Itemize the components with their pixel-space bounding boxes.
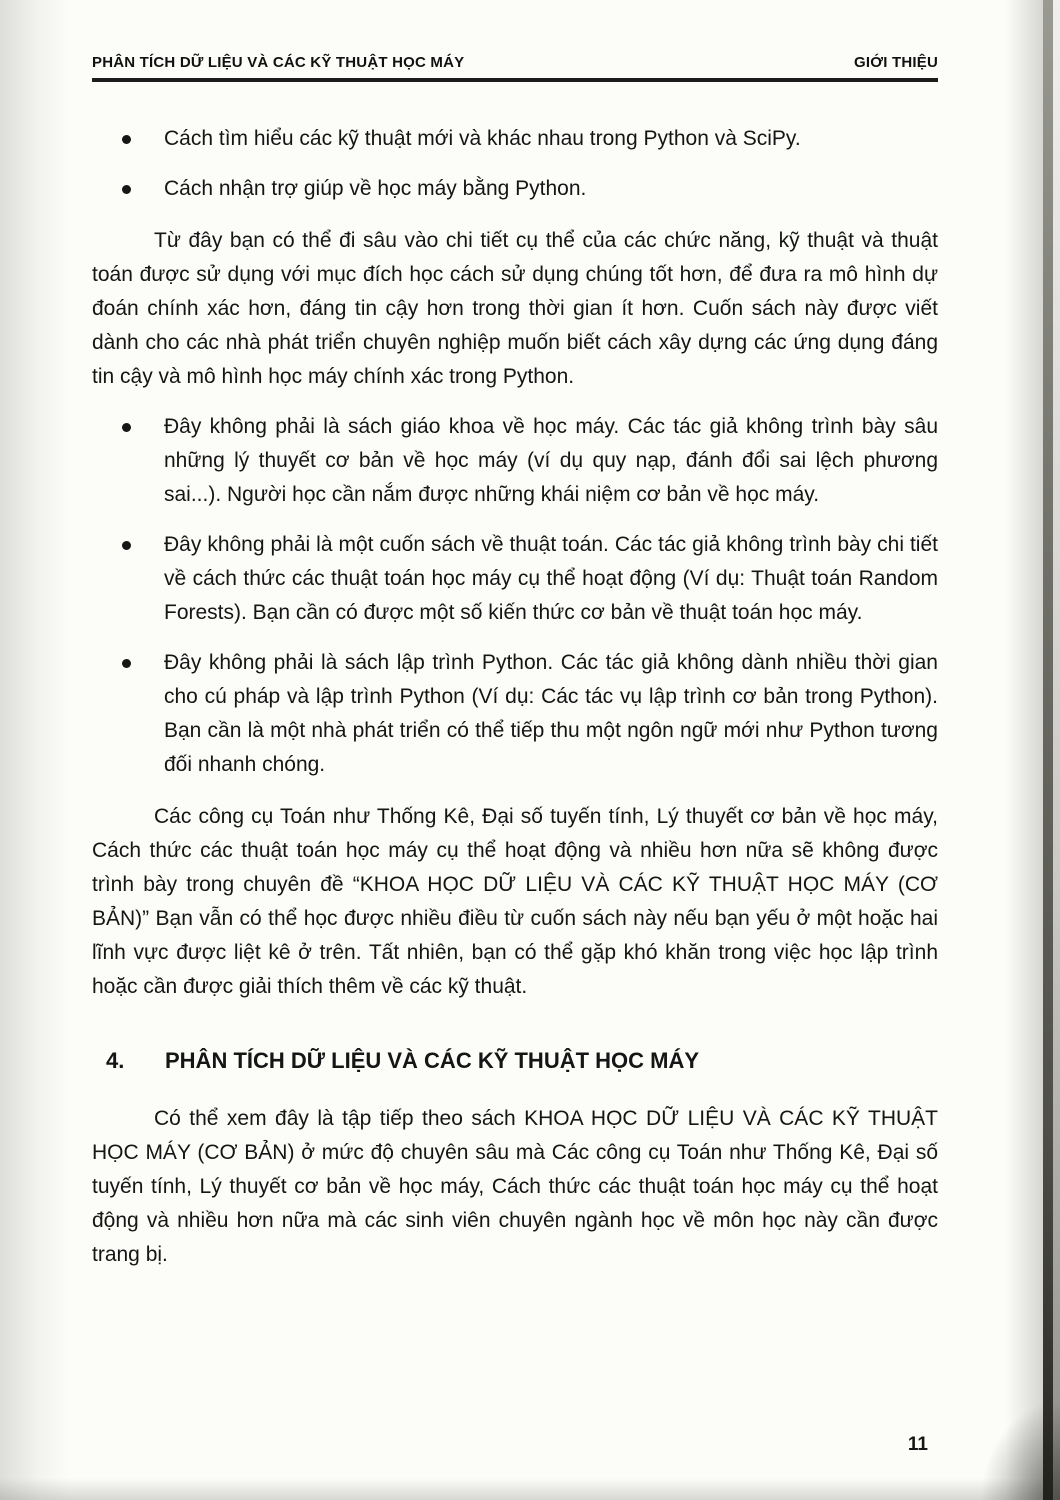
paragraph: Từ đây bạn có thể đi sâu vào chi tiết cụ thể của các chức năng, kỹ thuật và thuật toán được sử dụng với mục đích học cách sử dụng chúng tốt hơn, để đưa ra mô hình dự đoán chính xác hơn, đáng tin cậy hơn trong thời gian ít hơn. Cuốn sách này được viết dành cho các nhà phát triển chuyên nghiệp muốn biết cách xây dựng các ứng dụng đáng tin cậy và mô hình học máy chính xác trong Python. [92, 229, 938, 388]
page-body [92, 122, 938, 1272]
bullet-icon [122, 659, 131, 668]
bullet-icon [122, 423, 131, 432]
section-title: PHÂN TÍCH DỮ LIỆU VÀ CÁC KỸ THUẬT HỌC MÁY [165, 1048, 700, 1073]
bullet-item [92, 172, 938, 206]
section-number: 4. [106, 1048, 125, 1073]
bullet-item [92, 122, 938, 156]
bullet-item [92, 410, 938, 512]
paragraph: Có thể xem đây là tập tiếp theo sách KHOA HỌC DỮ LIỆU VÀ CÁC KỸ THUẬT HỌC MÁY (CƠ BẢN) ở mức độ chuyên sâu mà Các công cụ Toán như Thống Kê, Đại số tuyến tính, Lý thuyết cơ bản về học máy, Cách thức các thuật toán học máy cụ thể hoạt động và nhiều hơn nữa mà các sinh viên chuyên ngành học về môn học này cần được trang bị. [92, 1107, 938, 1266]
section-heading [92, 1044, 938, 1078]
bullet-item [92, 528, 938, 630]
running-header [92, 54, 938, 71]
bullet-text: Đây không phải là sách lập trình Python. Các tác giả không dành nhiều thời gian cho cú pháp và lập trình Python (Ví dụ: Các tác vụ lập trình cơ bản trong Python). Bạn cần là một nhà phát triển có thể tiếp thu một ngôn ngữ mới như Python tương đối nhanh chóng. [164, 651, 938, 776]
header-left-title: PHÂN TÍCH DỮ LIỆU VÀ CÁC KỸ THUẬT HỌC MÁY [92, 54, 465, 71]
bullet-icon [122, 135, 131, 144]
bullet-text: Đây không phải là một cuốn sách về thuật toán. Các tác giả không trình bày chi tiết về cách thức các thuật toán học máy cụ thể hoạt động (Ví dụ: Thuật toán Random Forests). Bạn cần có được một số kiến thức cơ bản về thuật toán học máy. [164, 533, 938, 624]
header-rule [92, 78, 938, 82]
bullet-text: Đây không phải là sách giáo khoa về học máy. Các tác giả không trình bày sâu những lý thuyết cơ bản về học máy (ví dụ quy nạp, đánh đổi sai lệch phương sai...). Người học cần nắm được những khái niệm cơ bản về học máy. [164, 415, 938, 506]
bullet-icon [122, 541, 131, 550]
page-number: 11 [907, 1434, 928, 1455]
header-right-title: GIỚI THIỆU [854, 54, 938, 71]
bullet-item [92, 646, 938, 782]
bullet-text: Cách tìm hiểu các kỹ thuật mới và khác nhau trong Python và SciPy. [164, 127, 801, 150]
bullet-text: Cách nhận trợ giúp về học máy bằng Python. [164, 177, 587, 200]
paragraph: Các công cụ Toán như Thống Kê, Đại số tuyến tính, Lý thuyết cơ bản về học máy, Cách thức các thuật toán học máy cụ thể hoạt động và nhiều hơn nữa sẽ không được trình bày trong chuyên đề “KHOA HỌC DỮ LIỆU VÀ CÁC KỸ THUẬT HỌC MÁY (CƠ BẢN)” Bạn vẫn có thể học được nhiều điều từ cuốn sách này nếu bạn yếu ở một hoặc hai lĩnh vực được liệt kê ở trên. Tất nhiên, bạn có thể gặp khó khăn trong việc học lập trình hoặc cần được giải thích thêm về các kỹ thuật. [92, 805, 938, 998]
bullet-icon [122, 185, 131, 194]
